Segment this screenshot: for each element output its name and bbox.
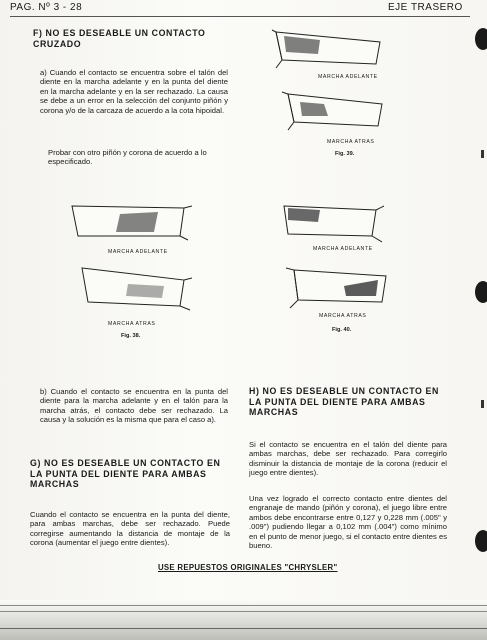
- page-number: PAG. Nº 3 - 28: [10, 2, 83, 13]
- fig39-label: Fig. 39.: [335, 151, 355, 157]
- fig40-label: Fig. 40.: [332, 327, 352, 333]
- fig40-caption-forward: MARCHA ADELANTE: [313, 246, 373, 252]
- page-edge-line: [0, 611, 487, 612]
- page-edge-line: [0, 605, 487, 606]
- page-bottom-edge: [0, 600, 487, 640]
- section-h-body-2: Una vez logrado el correcto contacto entre dientes del engranaje de mando (piñón y corona), el juego libre entre ambos debe encontrarse entre 0,127 y 0,228 mm (.005" y .009") pudiendo llegar a 0,102 mm (.004") como mínimo en el punto de menor juego, si el contacto entre dientes es bueno.: [249, 494, 447, 551]
- section-f-probar: Probar con otro piñón y corona de acuerdo a lo especificado.: [48, 148, 207, 167]
- section-g-heading: G) NO ES DESEABLE UN CONTACTO EN LA PUNTA DEL DIENTE PARA AMBAS MARCHAS: [30, 458, 221, 489]
- section-f-paragraph-a: a) Cuando el contacto se encuentra sobre el talón del diente en la marcha adelante y en la punta del diente en la marcha adelante y en la ser rechazado. La causa se debe a un error en la selección del conjunto piñón y corona y/o de la carcaza de acuerdo a la cota hipoidal.: [40, 68, 228, 115]
- paragraph-b: b) Cuando el contacto se encuentra en la punta del diente para la marcha adelante y en el talón para la marcha atrás, el contacto debe ser rechazado. La causa y la solución es la misma que para el caso a).: [40, 387, 228, 425]
- fig38-tooth-forward: [68, 198, 196, 248]
- page-edge-line: [0, 628, 487, 629]
- fig38-tooth-reverse: [76, 262, 196, 314]
- section-g-body: Cuando el contacto se encuentra en la punta del diente, para ambas marchas, debe ser rechazado. Puede corregirse aumentando la distancia de montaje de la corona (aumentar el juego entre dientes).: [30, 510, 230, 548]
- fig38-caption-reverse: MARCHA ATRAS: [108, 321, 156, 327]
- binder-hole: [475, 530, 487, 552]
- fig39-tooth-forward: [272, 24, 390, 76]
- section-f-heading: F) NO ES DESEABLE UN CONTACTO CRUZADO: [33, 28, 206, 49]
- fig39-caption-reverse: MARCHA ATRAS: [327, 139, 375, 145]
- edge-mark: [481, 150, 484, 158]
- fig38-caption-forward: MARCHA ADELANTE: [108, 249, 168, 255]
- header-rule: [10, 16, 470, 17]
- binder-hole: [475, 281, 487, 303]
- binder-hole: [475, 28, 487, 50]
- fig39-tooth-reverse: [282, 88, 392, 136]
- fig39-caption-forward: MARCHA ADELANTE: [318, 74, 378, 80]
- section-h-heading: H) NO ES DESEABLE UN CONTACTO EN LA PUNTA DEL DIENTE PARA AMBAS MARCHAS: [249, 386, 439, 417]
- footer-note: USE REPUESTOS ORIGINALES "CHRYSLER": [158, 563, 338, 572]
- section-h-body-1: Si el contacto se encuentra en el talón del diente para ambas marchas, debe ser rechazado. Para corregirlo disminuir la distancia de montaje de la corona (reducir el juego entre dientes).: [249, 440, 447, 478]
- section-title: EJE TRASERO: [388, 2, 463, 13]
- fig38-label: Fig. 38.: [121, 333, 141, 339]
- fig40-tooth-forward: [280, 198, 390, 246]
- fig40-caption-reverse: MARCHA ATRAS: [319, 313, 367, 319]
- edge-mark: [481, 400, 484, 408]
- fig40-tooth-reverse: [286, 262, 396, 312]
